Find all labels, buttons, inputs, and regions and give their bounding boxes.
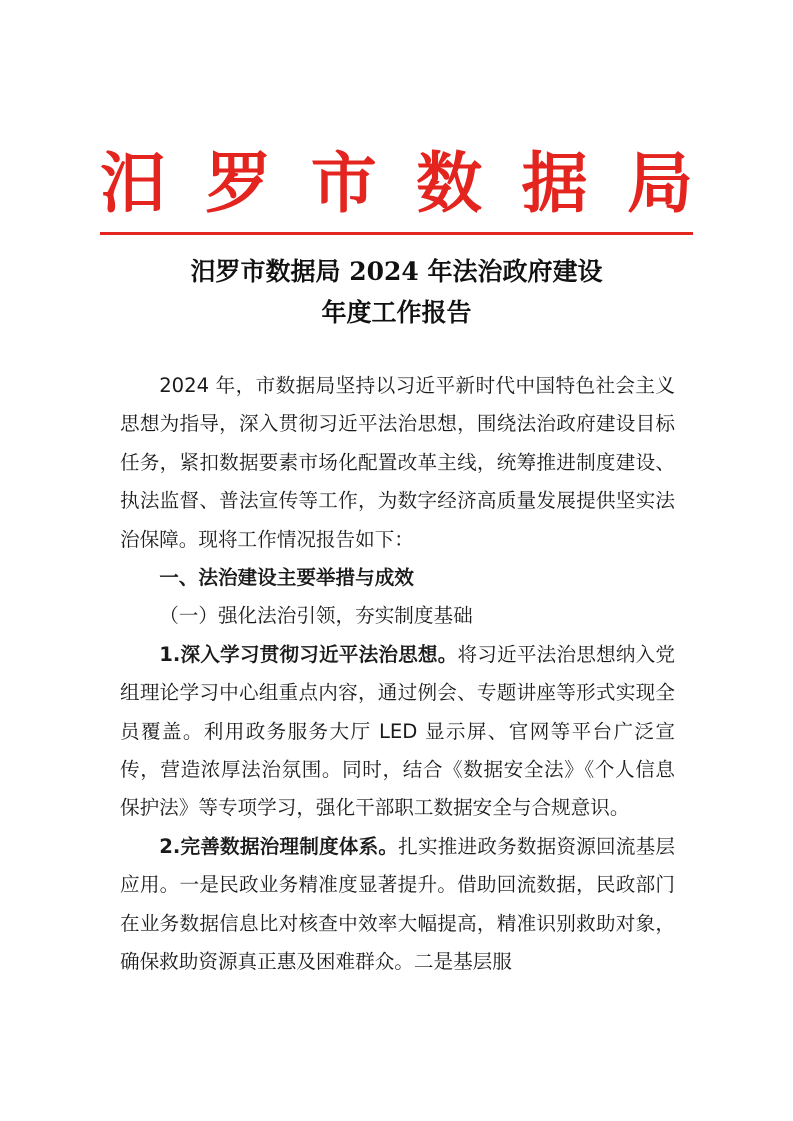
item-2-paragraph <box>120 828 675 982</box>
document-body <box>120 367 675 982</box>
subsection-heading-1: （一）强化法治引领，夯实制度基础 <box>159 604 473 628</box>
masthead-char: 局 <box>626 144 693 222</box>
item-2-title: 2.完善数据治理制度体系。 <box>159 834 399 858</box>
document-title-line-1: 汨罗市数据局 2024 年法治政府建设 <box>190 257 603 286</box>
intro-paragraph: 2024 年，市数据局坚持以习近平新时代中国特色社会主义思想为指导，深入贯彻习近平法治思想，围绕法治政府建设目标任务，紧扣数据要素市场化配置改革主线，统筹推进制度建设、执法监督、普法宣传等工作，为数字经济高质量发展提供坚实法治保障。现将工作情况报告如下： <box>120 374 675 551</box>
item-2-text: 扎实推进政务数据资源回流基层应用。一是民政业务精准度显著提升。借助回流数据，民政部门在业务数据信息比对核查中效率大幅提高，精准识别救助对象，确保救助资源真正惠及困难群众。二是基层服 <box>120 834 676 974</box>
masthead-char: 汨 <box>100 144 166 222</box>
masthead-char: 据 <box>521 144 588 222</box>
masthead <box>100 140 693 226</box>
section-heading-1: 一、法治建设主要举措与成效 <box>159 566 414 590</box>
item-1-paragraph <box>120 636 675 828</box>
red-divider <box>100 232 693 235</box>
item-1-title: 1.深入学习贯彻习近平法治思想。 <box>159 642 458 666</box>
masthead-char: 罗 <box>205 144 272 222</box>
masthead-char: 数 <box>416 144 483 222</box>
item-1-text: 将习近平法治思想纳入党组理论学习中心组重点内容，通过例会、专题讲座等形式实现全员覆盖。利用政务服务大厅 LED 显示屏、官网等平台广泛宣传，营造浓厚法治氛围。同时，结合《数据安全法》《个人信息保护法》等专项学习，强化干部职工数据安全与合规意识。 <box>120 642 676 820</box>
document-title-line-2: 年度工作报告 <box>321 298 472 327</box>
masthead-char: 市 <box>310 144 377 222</box>
